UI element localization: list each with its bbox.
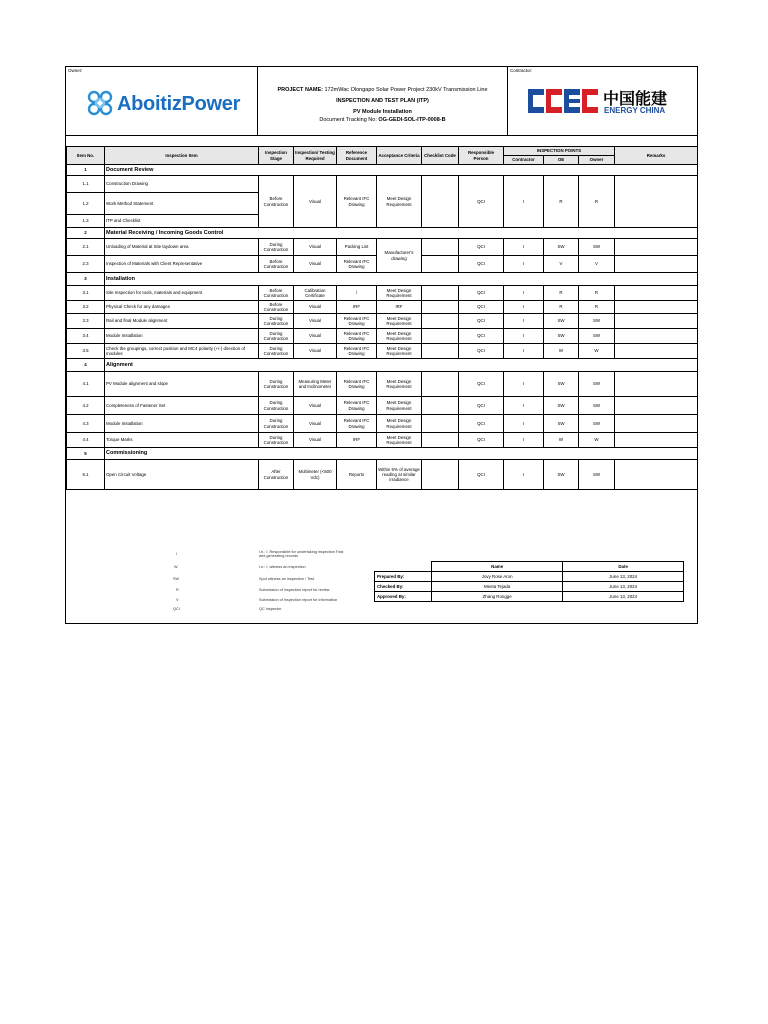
owner-point: SW	[579, 397, 615, 415]
inspection-stage: Before Construction	[259, 301, 294, 314]
checklist-code	[422, 301, 459, 314]
owner-point: R	[579, 301, 615, 314]
signoff-row	[375, 592, 684, 602]
ceec-logo-icon	[528, 87, 600, 115]
reference-document: Relevant IFC Drawing	[337, 344, 377, 359]
section-row	[67, 448, 698, 460]
signoff-corner	[375, 562, 432, 572]
signoff-date-header: Date	[563, 562, 684, 572]
testing-required: Visual	[294, 301, 337, 314]
checklist-code	[422, 329, 459, 344]
doc-tracking-no: OG-GEDI-SOL-ITP-0008-B	[378, 117, 446, 123]
contractor-point: I	[504, 460, 544, 490]
oe-point: W	[544, 344, 579, 359]
inspection-item: Module Installation	[105, 415, 259, 433]
oe-point: R	[544, 176, 579, 228]
checklist-code	[422, 314, 459, 329]
acceptance-criteria: Meet Design Requirement	[377, 329, 422, 344]
item-no: 3.3	[67, 314, 105, 329]
checklist-code	[422, 372, 459, 397]
inspection-stage: Before Construction	[259, 176, 294, 228]
signoff-row	[375, 572, 684, 582]
oe-point: W	[544, 433, 579, 448]
col-checklist-code: Checklist Code	[422, 147, 459, 165]
contractor-box	[508, 67, 697, 135]
inspection-item: Construction Drawing	[105, 176, 259, 193]
responsible-person: QCI	[459, 415, 504, 433]
col-testing-required: Inspection/ Testing Required	[294, 147, 337, 165]
inspection-item: Unloading of Material at Site laydown area	[105, 239, 259, 256]
project-name: 172mWac Olongapo Solar Power Project 230kV Transmission Line	[324, 87, 488, 93]
oe-point: SW	[544, 329, 579, 344]
reference-document: IRF	[337, 301, 377, 314]
item-no: 4.4	[67, 433, 105, 448]
contractor-point: I	[504, 397, 544, 415]
owner-point: W	[579, 344, 615, 359]
acceptance-criteria: Manufacturer's drawing	[377, 239, 422, 273]
reference-document: Relevant IFC Drawing	[337, 176, 377, 228]
testing-required: Measuring Meter and Inclinometer	[294, 372, 337, 397]
remarks-cell	[615, 329, 698, 344]
col-reference-document: Reference Document	[337, 147, 377, 165]
section-title: Alignment	[105, 359, 698, 372]
legend-desc: I.e.: I, witness an inspection	[259, 565, 306, 569]
responsible-person: QCI	[459, 301, 504, 314]
oe-point: V	[544, 256, 579, 273]
remarks-cell	[615, 460, 698, 490]
table-row	[67, 329, 698, 344]
col-owner: Owner	[579, 156, 615, 165]
inspection-stage: Before Construction	[259, 256, 294, 273]
inspection-item: Open Circuit Voltage	[105, 460, 259, 490]
contractor-point: I	[504, 256, 544, 273]
item-no: 4.3	[67, 415, 105, 433]
inspection-stage: During Construction	[259, 239, 294, 256]
section-no: 3	[67, 273, 105, 286]
contractor-point: I	[504, 314, 544, 329]
header-divider	[66, 135, 697, 146]
checklist-code	[422, 433, 459, 448]
legend-desc: Submission of inspection report for review	[259, 588, 330, 592]
section-row	[67, 273, 698, 286]
legend-code: W	[174, 565, 178, 569]
col-remarks: Remarks	[615, 147, 698, 165]
inspection-item: Site Inspection for tools, materials and equipment	[105, 286, 259, 301]
checklist-code	[422, 460, 459, 490]
inspection-stage: During Construction	[259, 344, 294, 359]
responsible-person: QCI	[459, 286, 504, 301]
remarks-cell	[615, 433, 698, 448]
inspection-stage: During Construction	[259, 415, 294, 433]
inspection-stage: Before Construction	[259, 286, 294, 301]
acceptance-criteria: Meet Design Requirement	[377, 176, 422, 228]
acceptance-criteria: Meet Design Requirement	[377, 286, 422, 301]
reference-document: Relevant IFC Drawing	[337, 397, 377, 415]
section-row	[67, 228, 698, 239]
legend-code: I	[176, 552, 178, 556]
acceptance-criteria: Meet Design Requirement	[377, 344, 422, 359]
testing-required: Visual	[294, 176, 337, 228]
remarks-cell	[615, 239, 698, 256]
item-no: 3.1	[67, 286, 105, 301]
responsible-person: QCI	[459, 329, 504, 344]
oe-point: R	[544, 286, 579, 301]
table-row	[67, 239, 698, 256]
plan-title: INSPECTION AND TEST PLAN (ITP)	[336, 98, 429, 104]
remarks-cell	[615, 372, 698, 397]
acceptance-criteria: Within 5% of average reading at similar irradiance	[377, 460, 422, 490]
remarks-cell	[615, 301, 698, 314]
owner-point: SW	[579, 239, 615, 256]
responsible-person: QCI	[459, 239, 504, 256]
table-row	[67, 314, 698, 329]
inspection-stage: During Construction	[259, 372, 294, 397]
contractor-point: I	[504, 433, 544, 448]
project-title-box	[258, 67, 508, 135]
section-no: 1	[67, 165, 105, 176]
responsible-person: QCI	[459, 372, 504, 397]
signoff-name: Meeta Tejada	[432, 582, 563, 592]
reference-document: Relevant IFC Drawing	[337, 329, 377, 344]
item-no: 4.2	[67, 397, 105, 415]
testing-required: Multimeter (<500 Vdc)	[294, 460, 337, 490]
col-oe: OE	[544, 156, 579, 165]
item-no: 2.3	[67, 256, 105, 273]
item-no: 3.5	[67, 344, 105, 359]
acceptance-criteria: Meet Design Requirement	[377, 433, 422, 448]
inspection-item: Module Installation	[105, 329, 259, 344]
contractor-logo-en: ENERGY CHINA	[604, 106, 666, 115]
oe-point: SW	[544, 397, 579, 415]
col-contractor: Contractor	[504, 156, 544, 165]
table-row	[67, 372, 698, 397]
remarks-cell	[615, 286, 698, 301]
reference-document: Reports	[337, 460, 377, 490]
reference-document: Relevant IFC Drawing	[337, 372, 377, 397]
owner-point: W	[579, 433, 615, 448]
legend-code: R	[176, 588, 179, 592]
contractor-point: I	[504, 344, 544, 359]
remarks-cell	[615, 314, 698, 329]
acceptance-criteria: Meet Design Requirement	[377, 415, 422, 433]
legend-code: V	[176, 598, 179, 602]
table-row	[67, 176, 698, 193]
project-name-line	[258, 87, 507, 93]
inspection-item: Rail and final Module alignment	[105, 314, 259, 329]
signoff-label: Approved By:	[375, 592, 432, 602]
section-no: 2	[67, 228, 105, 239]
legend-desc: QC Inspector	[259, 607, 282, 611]
section-no: 4	[67, 359, 105, 372]
table-row	[67, 301, 698, 314]
section-row	[67, 165, 698, 176]
owner-point: SW	[579, 372, 615, 397]
contractor-point: I	[504, 239, 544, 256]
table-row	[67, 433, 698, 448]
checklist-code	[422, 286, 459, 301]
inspection-stage: During Construction	[259, 314, 294, 329]
remarks-cell	[615, 344, 698, 359]
itp-table	[66, 146, 698, 490]
testing-required: Visual	[294, 239, 337, 256]
responsible-person: QCI	[459, 460, 504, 490]
itp-document	[65, 66, 698, 624]
item-no: 3.2	[67, 301, 105, 314]
owner-label: Owner:	[68, 68, 83, 73]
responsible-person: QCI	[459, 176, 504, 228]
contractor-label: Contractor:	[510, 68, 533, 73]
legend-code: QCI	[173, 607, 180, 611]
section-no: 5	[67, 448, 105, 460]
signoff-label: Checked By:	[375, 582, 432, 592]
item-no: 4.1	[67, 372, 105, 397]
responsible-person: QCI	[459, 256, 504, 273]
signoff-date: June 13, 2024	[563, 582, 684, 592]
inspection-stage: During Construction	[259, 397, 294, 415]
inspection-stage: After Construction	[259, 460, 294, 490]
inspection-item: Work Method Statement	[105, 193, 259, 215]
testing-required: Visual	[294, 256, 337, 273]
testing-required: Calibration Certificate	[294, 286, 337, 301]
checklist-code	[422, 397, 459, 415]
inspection-item: Inspection of Materials with Client Representative	[105, 256, 259, 273]
inspection-item: Completeness of Fastener Set	[105, 397, 259, 415]
inspection-stage: During Construction	[259, 329, 294, 344]
legend-code: SW	[173, 577, 180, 581]
col-responsible-person: Responsible Person	[459, 147, 504, 165]
contractor-point: I	[504, 301, 544, 314]
signoff-table	[374, 561, 684, 602]
owner-point: SW	[579, 314, 615, 329]
reference-document: Packing List	[337, 239, 377, 256]
responsible-person: QCI	[459, 397, 504, 415]
item-no: 1.1	[67, 176, 105, 193]
reference-document: Relevant IFC Drawing	[337, 256, 377, 273]
inspection-item: ITP and Checklist	[105, 215, 259, 228]
subject-title: PV Module Installation	[353, 109, 412, 115]
section-title: Document Review	[105, 165, 698, 176]
aboitiz-logo-text: AboitizPower	[117, 93, 241, 115]
signoff-name: Jovy Rose Aron	[432, 572, 563, 582]
legend-desc: I.e.: I, Responsible for undertaking inspection Fast and generating records	[259, 550, 344, 558]
inspection-item: Check the groupings, correct position and MC4 polarity (+/-) direction of modules	[105, 344, 259, 359]
oe-point: R	[544, 301, 579, 314]
owner-point: R	[579, 176, 615, 228]
table-row	[67, 344, 698, 359]
section-title: Material Receiving / Incoming Goods Control	[105, 228, 698, 239]
item-no: 2.1	[67, 239, 105, 256]
owner-point: R	[579, 286, 615, 301]
testing-required: Visual	[294, 314, 337, 329]
table-row	[67, 415, 698, 433]
signoff-label: Prepared By:	[375, 572, 432, 582]
reference-document: Relevant IFC Drawing	[337, 415, 377, 433]
testing-required: Visual	[294, 433, 337, 448]
oe-point: SW	[544, 415, 579, 433]
item-no: 5.1	[67, 460, 105, 490]
checklist-code	[422, 176, 459, 228]
checklist-code	[422, 256, 459, 273]
contractor-logo-cn: 中国能建	[603, 89, 668, 108]
table-row	[67, 460, 698, 490]
signoff-header	[375, 562, 684, 572]
col-inspection-item: Inspection Item	[105, 147, 259, 165]
contractor-point: I	[504, 286, 544, 301]
testing-required: Visual	[294, 344, 337, 359]
section-row	[67, 359, 698, 372]
signoff-name-header: Name	[432, 562, 563, 572]
col-item-no: Item No.	[67, 147, 105, 165]
remarks-cell	[615, 176, 698, 228]
signoff-date: June 13, 2024	[563, 572, 684, 582]
inspection-stage: During Construction	[259, 433, 294, 448]
legend-desc: Spot witness an inspection / Test	[259, 577, 315, 581]
reference-document: Relevant IFC Drawing	[337, 314, 377, 329]
remarks-cell	[615, 397, 698, 415]
acceptance-criteria: Meet Design Requirement	[377, 314, 422, 329]
owner-box	[66, 67, 258, 135]
table-header-row	[67, 147, 698, 156]
table-row	[67, 397, 698, 415]
signoff-name: Zhang Rongge	[432, 592, 563, 602]
oe-point: SW	[544, 460, 579, 490]
inspection-item: Torque Marks	[105, 433, 259, 448]
col-inspection-points: INSPECTION POINTS	[504, 147, 615, 156]
item-no: 3.4	[67, 329, 105, 344]
owner-point: V	[579, 256, 615, 273]
doc-tracking-label: Document Tracking No:	[319, 117, 377, 123]
oe-point: SW	[544, 314, 579, 329]
signoff-row	[375, 582, 684, 592]
inspection-item: PV Module alignment and slope	[105, 372, 259, 397]
acceptance-criteria: Meet Design Requirement	[377, 372, 422, 397]
checklist-code	[422, 344, 459, 359]
contractor-point: I	[504, 176, 544, 228]
oe-point: SW	[544, 239, 579, 256]
oe-point: SW	[544, 372, 579, 397]
doc-tracking-line	[258, 117, 507, 123]
col-acceptance-criteria: Acceptance Criteria	[377, 147, 422, 165]
responsible-person: QCI	[459, 344, 504, 359]
testing-required: Visual	[294, 397, 337, 415]
owner-point: SW	[579, 329, 615, 344]
checklist-code	[422, 415, 459, 433]
item-no: 1.2	[67, 193, 105, 215]
table-row	[67, 286, 698, 301]
responsible-person: QCI	[459, 433, 504, 448]
section-title: Installation	[105, 273, 698, 286]
inspection-item: Physical Check for any damages	[105, 301, 259, 314]
responsible-person: QCI	[459, 314, 504, 329]
contractor-point: I	[504, 372, 544, 397]
item-no: 1.3	[67, 215, 105, 228]
project-name-label: PROJECT NAME:	[277, 87, 323, 93]
checklist-code	[422, 239, 459, 256]
acceptance-criteria: Meet Design Requirement	[377, 397, 422, 415]
remarks-cell	[615, 256, 698, 273]
reference-document: IRF	[337, 433, 377, 448]
col-inspection-stage: Inspection Stage	[259, 147, 294, 165]
signoff-date: June 13, 2024	[563, 592, 684, 602]
testing-required: Visual	[294, 329, 337, 344]
acceptance-criteria: IRF	[377, 301, 422, 314]
section-title: Commissioning	[105, 448, 698, 460]
remarks-cell	[615, 415, 698, 433]
aboitiz-logo	[84, 85, 254, 125]
testing-required: Visual	[294, 415, 337, 433]
owner-point: SW	[579, 460, 615, 490]
contractor-point: I	[504, 415, 544, 433]
contractor-point: I	[504, 329, 544, 344]
legend-desc: Submission of inspection report for information	[259, 598, 338, 602]
reference-document: /	[337, 286, 377, 301]
owner-point: SW	[579, 415, 615, 433]
